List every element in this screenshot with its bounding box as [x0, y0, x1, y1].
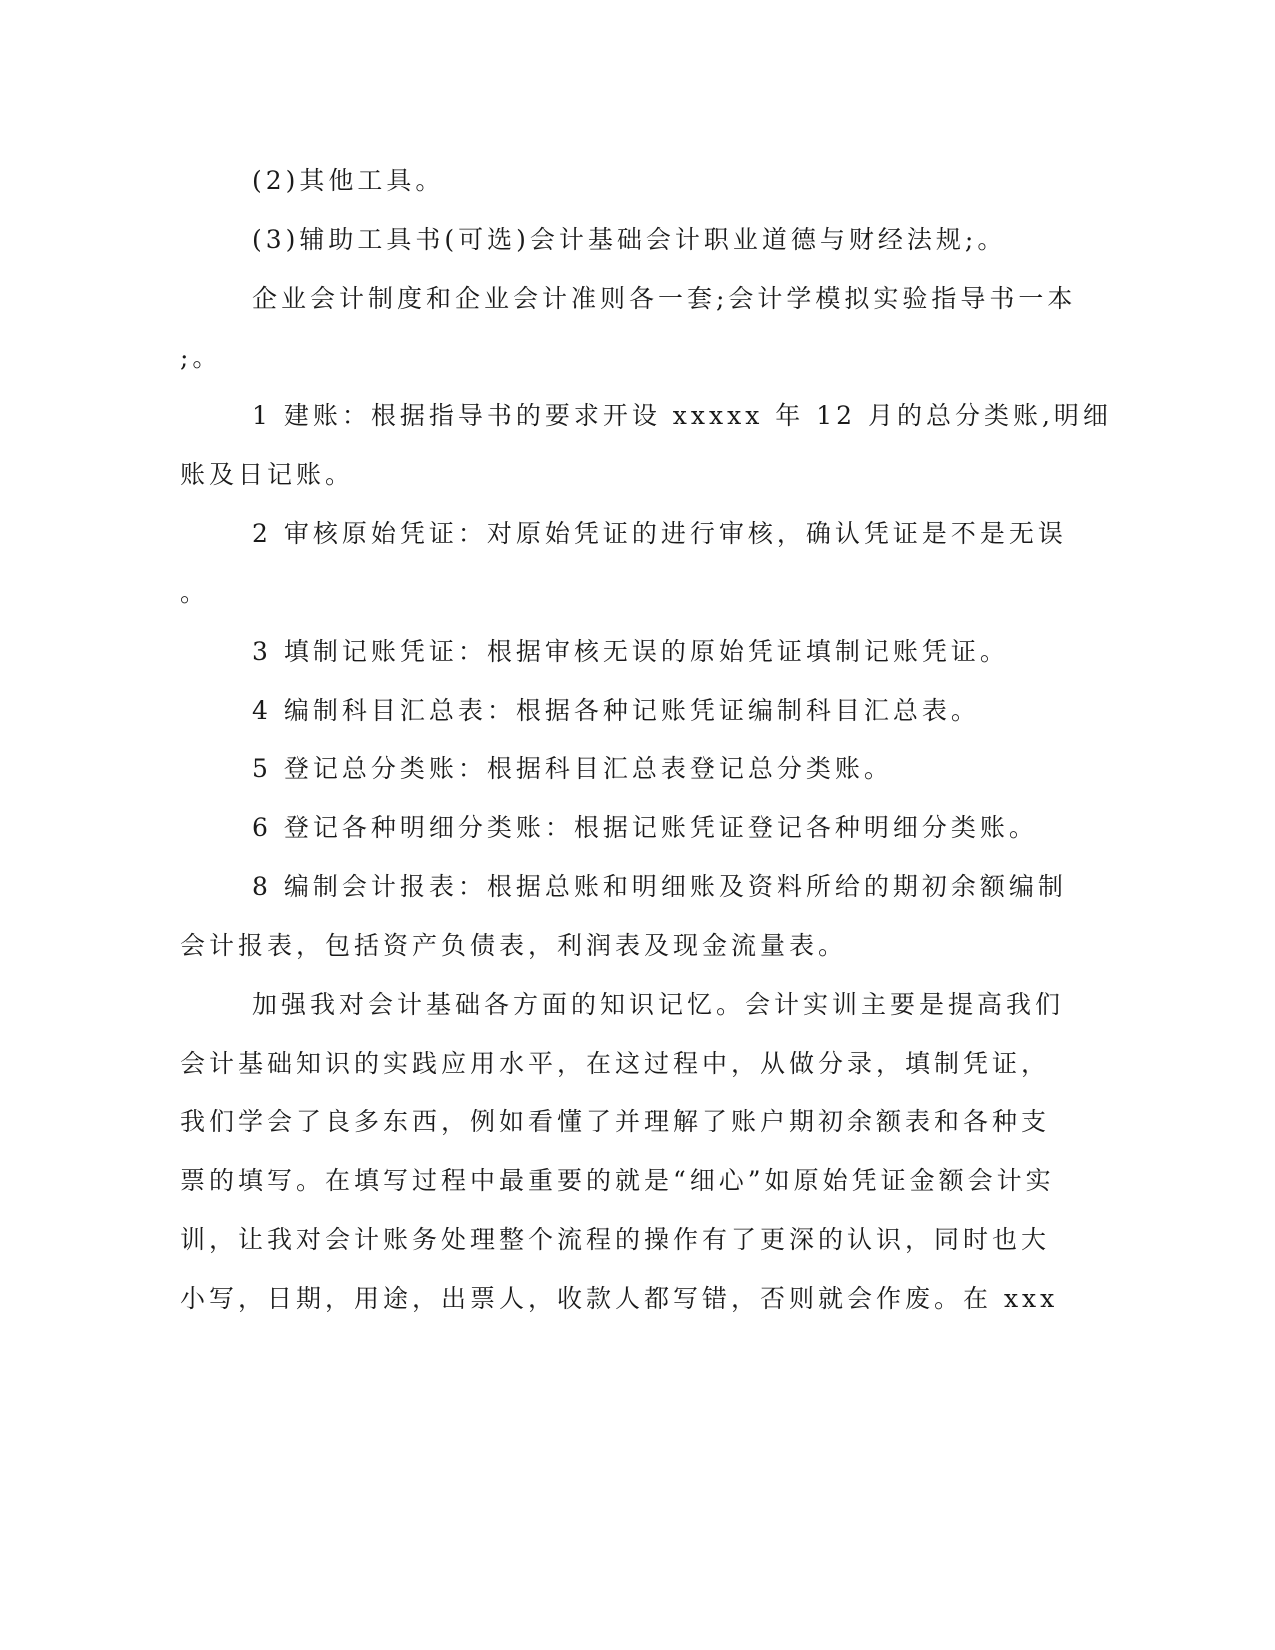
text-line: ;。 [180, 343, 222, 372]
text-line: (3)辅助工具书(可选)会计基础会计职业道德与财经法规;。 [252, 225, 1007, 254]
text-line: 小写，日期，用途，出票人，收款人都写错，否则就会作废。在 xxx [180, 1284, 1059, 1313]
text-line: 会计报表，包括资产负债表，利润表及现金流量表。 [180, 931, 848, 960]
text-line: 5 登记总分类账：根据科目汇总表登记总分类账。 [252, 754, 893, 783]
text-line: 3 填制记账凭证：根据审核无误的原始凭证填制记账凭证。 [252, 637, 1009, 666]
text-line: 我们学会了良多东西，例如看懂了并理解了账户期初余额表和各种支 [180, 1107, 1051, 1136]
text-line: 企业会计制度和企业会计准则各一套;会计学模拟实验指导书一本 [252, 284, 1077, 313]
text-line: 8 编制会计报表：根据总账和明细账及资料所给的期初余额编制 [252, 872, 1067, 901]
text-line: 4 编制科目汇总表：根据各种记账凭证编制科目汇总表。 [252, 696, 980, 725]
text-line: (2)其他工具。 [252, 166, 445, 195]
text-line: 加强我对会计基础各方面的知识记忆。会计实训主要是提高我们 [252, 990, 1065, 1019]
text-line: 会计基础知识的实践应用水平，在这过程中，从做分录，填制凭证， [180, 1049, 1051, 1078]
text-line: 训，让我对会计账务处理整个流程的操作有了更深的认识，同时也大 [180, 1225, 1051, 1254]
text-line: 6 登记各种明细分类账：根据记账凭证登记各种明细分类账。 [252, 813, 1038, 842]
text-line: 票的填写。在填写过程中最重要的就是“细心”如原始凭证金额会计实 [180, 1166, 1055, 1195]
text-line: 2 审核原始凭证：对原始凭证的进行审核，确认凭证是不是无误 [252, 519, 1067, 548]
text-line: 1 建账：根据指导书的要求开设 xxxxx 年 12 月的总分类账,明细 [252, 401, 1112, 430]
text-line: 。 [180, 578, 210, 607]
text-line: 账及日记账。 [180, 460, 355, 489]
